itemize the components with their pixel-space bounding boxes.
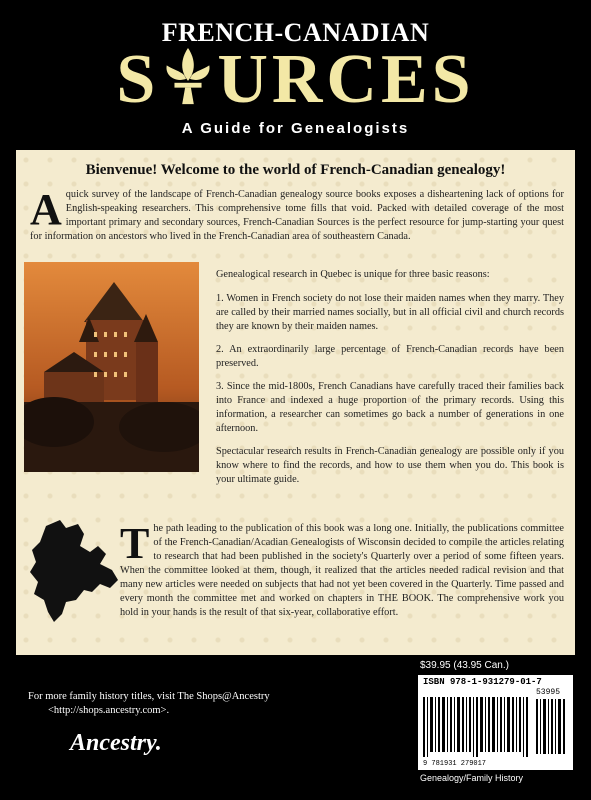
history-paragraph bbox=[120, 519, 564, 620]
subtitle: A Guide for Genealogists bbox=[181, 120, 410, 137]
price-barcode-graphic bbox=[536, 699, 568, 754]
title-sources bbox=[0, 40, 591, 120]
chateau-photo bbox=[24, 262, 199, 472]
reasons-intro: Genealogical research in Quebec is unique for three basic reasons: bbox=[216, 269, 490, 280]
fleur-de-lis-icon bbox=[159, 46, 217, 108]
ancestry-logo: Ancestry. bbox=[70, 730, 162, 756]
more-titles-block bbox=[28, 690, 270, 718]
intro-dropcap: A bbox=[30, 185, 62, 234]
history-text: he path leading to the publication of this book was a long one. Initially, the publications committee of the French-Canadian/Acadian Genealogists of Wisconsin decided to compile the articles relating to research that had been published in the society's Quarterly over a period of some fifteen years. When the committee looked at them, though, it realized that the articles needed radical revision and that many new articles were needed on subjects that had not yet been covered in the Quarterly. Time passed and every month the committee met and worked on chapters in THE BOOK. The comprehensive work you hold in your hands is the result of that six-year, collaborative effort. bbox=[120, 523, 564, 618]
intro-paragraph bbox=[30, 185, 564, 244]
history-dropcap: T bbox=[120, 519, 150, 568]
reason-1: 1. Women in French society do not lose their maiden names when they marry. They are called by their married names socially, but in all official civil and church records they are known by their maiden names. bbox=[216, 293, 564, 332]
spectacular-paragraph: Spectacular research results in French-Canadian genealogy are possible only if you know where to find the records, and how to use them when you do. This book is your ultimate guide. bbox=[216, 446, 564, 485]
shop-url[interactable]: <http://shops.ancestry.com>. bbox=[48, 705, 170, 716]
cover-title-area bbox=[0, 0, 591, 150]
title-sources-rest: URCES bbox=[217, 41, 475, 118]
reason-2: 2. An extraordinarily large percentage of French-Canadian records have been preserved. bbox=[216, 344, 564, 369]
title-sources-s: S bbox=[116, 41, 160, 118]
barcode-number: 9 781931 279017 bbox=[423, 760, 487, 768]
isbn-label: ISBN 978-1-931279-01-7 bbox=[423, 677, 542, 687]
barcode-box bbox=[418, 675, 573, 770]
welcome-heading: Bienvenue! Welcome to the world of French-Canadian genealogy! bbox=[85, 162, 506, 178]
content-panel bbox=[16, 150, 575, 655]
intro-text: quick survey of the landscape of French-Canadian genealogy source books exposes a disheartening lack of options for English-speaking researchers. This comprehensive tome fills that void. Packed with detailed coverage of the most important primary and secondary sources, French-Canadian Sources is the perfect resource for jump-starting your quest for information on ancestors who lived in the French-Canadian area of southeastern Canada. bbox=[30, 189, 564, 242]
price-label: $39.95 (43.95 Can.) bbox=[420, 660, 509, 671]
barcode-graphic bbox=[423, 697, 533, 757]
price-code: 53995 bbox=[536, 688, 561, 697]
quebec-map-silhouette bbox=[26, 518, 121, 628]
title-line-1: FRENCH-CANADIAN bbox=[161, 18, 430, 47]
category-label: Genealogy/Family History bbox=[420, 773, 524, 783]
reason-3: 3. Since the mid-1800s, French Canadians have carefully traced their families back into France and indexed a huge proportion of the primary records. Using this information, a researcher can sometimes go back a number of generations in one afternoon. bbox=[216, 381, 564, 434]
more-titles-text: For more family history titles, visit The Shops@Ancestry bbox=[28, 691, 270, 702]
